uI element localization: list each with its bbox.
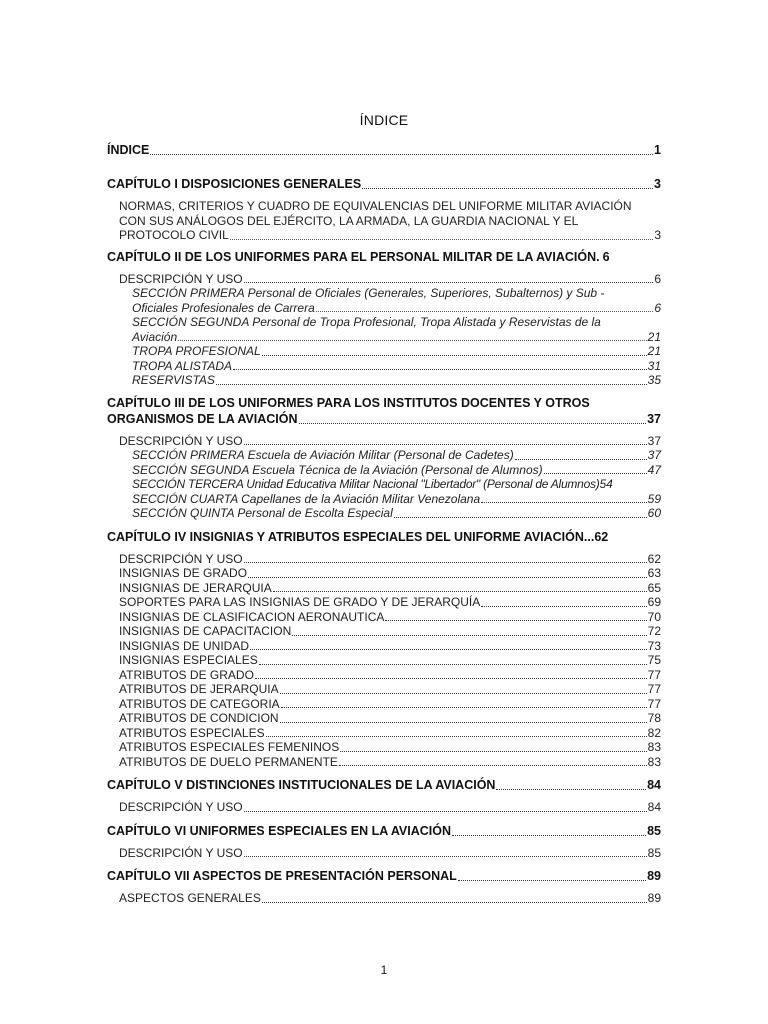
toc-entry-item[interactable] bbox=[119, 755, 661, 770]
toc-entry-normas[interactable] bbox=[119, 199, 661, 243]
leader-dots bbox=[339, 764, 647, 766]
toc-entry-descripcion[interactable] bbox=[119, 434, 661, 449]
toc-entry-page: 37 bbox=[647, 411, 661, 426]
toc-entry-cap5[interactable] bbox=[107, 777, 661, 793]
leader-dots bbox=[259, 663, 647, 665]
toc-entry-cap3[interactable] bbox=[107, 395, 661, 427]
toc-entry-line: SECCIÓN PRIMERA Personal de Oficiales (Generales, Superiores, Subalternos) y Sub - bbox=[132, 286, 605, 300]
leader-dots bbox=[452, 834, 646, 836]
cap4-item-list bbox=[107, 552, 661, 770]
toc-page bbox=[107, 112, 661, 906]
toc-entry-page: 83 bbox=[647, 754, 661, 769]
toc-entry-label: ATRIBUTOS DE DUELO PERMANENTE bbox=[119, 754, 338, 769]
toc-entry-page: 69 bbox=[647, 595, 661, 609]
leader-dots bbox=[292, 634, 646, 636]
toc-entry-page: 84 bbox=[647, 778, 661, 792]
toc-entry-page: 6 bbox=[602, 249, 610, 264]
toc-entry-item[interactable] bbox=[119, 740, 661, 755]
toc-entry-label: SECCIÓN PRIMERA Escuela de Aviación Militar (Personal de Cadetes) bbox=[132, 448, 514, 462]
toc-entry-item[interactable] bbox=[119, 581, 661, 596]
leader-dots bbox=[273, 590, 647, 592]
toc-entry-label: DESCRIPCIÓN Y USO bbox=[119, 271, 243, 286]
toc-entry-label: SECCIÓN TERCERA Unidad Educativa Militar Nacional "Libertador" (Personal de Alumnos) bbox=[132, 477, 600, 491]
leader-dots bbox=[255, 677, 647, 679]
toc-entry-item[interactable] bbox=[119, 595, 661, 610]
toc-entry-page: 62 bbox=[647, 551, 661, 566]
leader-dots bbox=[216, 383, 647, 385]
toc-entry-label: CAPÍTULO IV INSIGNIAS Y ATRIBUTOS ESPECIALES DEL UNIFORME AVIACIÓN... bbox=[107, 529, 595, 544]
toc-entry-line: CAPÍTULO III DE LOS UNIFORMES PARA LOS INSTITUTOS DOCENTES Y OTROS bbox=[107, 395, 590, 410]
toc-entry-cap6[interactable] bbox=[107, 823, 661, 839]
toc-entry-indice[interactable] bbox=[107, 142, 661, 158]
toc-entry-item[interactable] bbox=[119, 639, 661, 654]
leader-dots bbox=[178, 340, 647, 341]
leader-dots bbox=[233, 368, 647, 370]
page-title: ÍNDICE bbox=[359, 112, 409, 128]
toc-entry-page: 62 bbox=[594, 529, 609, 544]
leader-dots bbox=[250, 648, 647, 650]
toc-entry-label: DESCRIPCIÓN Y USO bbox=[119, 433, 243, 448]
toc-entry-page: 83 bbox=[647, 740, 661, 754]
toc-entry-item[interactable] bbox=[119, 624, 661, 639]
page-number: 1 bbox=[380, 963, 388, 977]
toc-entry-seccion[interactable] bbox=[132, 492, 661, 507]
toc-entry-page: 63 bbox=[647, 566, 661, 580]
toc-entry-page: 37 bbox=[647, 448, 661, 462]
leader-dots bbox=[244, 281, 654, 283]
toc-entry-page: 60 bbox=[647, 506, 661, 520]
toc-entry-page: 3 bbox=[654, 177, 661, 191]
toc-entry-label: TROPA PROFESIONAL bbox=[132, 344, 261, 358]
toc-entry-label: DESCRIPCIÓN Y USO bbox=[119, 845, 243, 860]
toc-entry-label: SECCIÓN SEGUNDA Escuela Técnica de la Aviación (Personal de Alumnos) bbox=[132, 462, 543, 477]
toc-entry-seccion[interactable] bbox=[132, 477, 661, 492]
toc-entry-label: SECCIÓN CUARTA Capellanes de la Aviación Militar Venezolana bbox=[132, 491, 481, 506]
leader-dots bbox=[266, 735, 647, 737]
toc-entry-item[interactable] bbox=[119, 697, 661, 712]
toc-entry-seccion-segunda[interactable] bbox=[132, 315, 661, 344]
toc-entry-label: ÍNDICE bbox=[107, 143, 150, 157]
leader-dots bbox=[316, 311, 654, 312]
toc-entry-page: 70 bbox=[647, 609, 661, 624]
toc-entry-label: ATRIBUTOS DE JERARQUIA bbox=[119, 682, 279, 696]
toc-entry-label: Aviación bbox=[132, 329, 178, 344]
toc-entry-cap4[interactable] bbox=[107, 529, 661, 545]
toc-entry-item[interactable] bbox=[119, 566, 661, 581]
toc-entry-page: 85 bbox=[647, 845, 661, 860]
toc-entry-label: ATRIBUTOS ESPECIALES FEMENINOS bbox=[119, 740, 340, 754]
toc-entry-label: RESERVISTAS bbox=[132, 373, 215, 387]
toc-entry-page: 6 bbox=[654, 300, 661, 315]
toc-entry-page: 85 bbox=[647, 823, 661, 838]
toc-entry-item[interactable] bbox=[119, 726, 661, 741]
toc-entry-line: CON SUS ANÁLOGOS DEL EJÉRCITO, LA ARMADA, LA GUARDIA NACIONAL Y EL bbox=[119, 213, 579, 228]
toc-entry-reservistas[interactable] bbox=[132, 373, 661, 388]
toc-entry-tropa-alistada[interactable] bbox=[132, 359, 661, 374]
leader-dots bbox=[394, 516, 647, 518]
toc-entry-page: 78 bbox=[647, 711, 661, 725]
toc-entry-label: Oficiales Profesionales de Carrera bbox=[132, 300, 315, 315]
toc-entry-label: SOPORTES PARA LAS INSIGNIAS DE GRADO Y DE JERARQUÍA bbox=[119, 595, 481, 609]
toc-entry-aspectos[interactable] bbox=[119, 891, 661, 906]
toc-entry-line: SECCIÓN SEGUNDA Personal de Tropa Profesional, Tropa Alistada y Reservistas de la bbox=[132, 315, 601, 329]
leader-dots bbox=[262, 901, 647, 903]
leader-dots bbox=[244, 443, 647, 445]
toc-entry-item[interactable] bbox=[119, 552, 661, 567]
toc-entry-page: 77 bbox=[647, 682, 661, 696]
toc-entry-label: INSIGNIAS DE GRADO bbox=[119, 566, 248, 580]
toc-entry-page: 47 bbox=[647, 462, 661, 477]
toc-entry-page: 3 bbox=[654, 228, 661, 242]
leader-dots bbox=[299, 423, 647, 424]
toc-entry-cap7[interactable] bbox=[107, 868, 661, 884]
leader-dots bbox=[244, 855, 647, 857]
toc-entry-label: INSIGNIAS DE JERARQUIA bbox=[119, 580, 272, 595]
toc-entry-page: 73 bbox=[647, 638, 661, 653]
toc-entry-label: CAPÍTULO II DE LOS UNIFORMES PARA EL PERSONAL MILITAR DE LA AVIACIÓN. bbox=[107, 249, 600, 264]
toc-entry-label: INSIGNIAS DE CAPACITACION bbox=[119, 624, 292, 638]
toc-entry-seccion[interactable] bbox=[132, 448, 661, 463]
toc-entry-cap2[interactable] bbox=[107, 249, 661, 265]
leader-dots bbox=[458, 879, 646, 881]
toc-entry-item[interactable] bbox=[119, 668, 661, 683]
toc-entry-label: DESCRIPCIÓN Y USO bbox=[119, 551, 243, 566]
toc-entry-label: INSIGNIAS ESPECIALES bbox=[119, 653, 258, 667]
leader-dots bbox=[481, 501, 646, 503]
leader-dots bbox=[230, 239, 654, 240]
leader-dots bbox=[244, 561, 647, 563]
toc-entry-item[interactable] bbox=[119, 653, 661, 668]
leader-dots bbox=[280, 692, 647, 694]
toc-entry-cap1[interactable] bbox=[107, 176, 661, 192]
toc-entry-page: 21 bbox=[647, 329, 661, 344]
toc-entry-item[interactable] bbox=[119, 711, 661, 726]
toc-entry-label: INSIGNIAS DE UNIDAD bbox=[119, 638, 250, 653]
toc-entry-descripcion[interactable] bbox=[119, 800, 661, 815]
toc-entry-page: 72 bbox=[647, 624, 661, 638]
toc-entry-page: 21 bbox=[647, 344, 661, 358]
toc-entry-label: CAPÍTULO V DISTINCIONES INSTITUCIONALES DE LA AVIACIÓN bbox=[107, 778, 496, 792]
toc-entry-label: ATRIBUTOS ESPECIALES bbox=[119, 725, 265, 740]
toc-entry-label: CAPÍTULO I DISPOSICIONES GENERALES bbox=[107, 177, 362, 191]
toc-entry-page: 82 bbox=[647, 725, 661, 740]
toc-entry-descripcion[interactable] bbox=[119, 272, 661, 287]
toc-entry-label: CAPÍTULO VII ASPECTOS DE PRESENTACIÓN PERSONAL bbox=[107, 869, 457, 883]
toc-entry-label: ATRIBUTOS DE CONDICION bbox=[119, 711, 279, 725]
leader-dots bbox=[281, 706, 647, 708]
toc-entry-label: INSIGNIAS DE CLASIFICACION AERONAUTICA bbox=[119, 609, 385, 624]
toc-entry-descripcion[interactable] bbox=[119, 846, 661, 861]
toc-entry-line: NORMAS, CRITERIOS Y CUADRO DE EQUIVALENCIAS DEL UNIFORME MILITAR AVIACIÓN bbox=[119, 199, 632, 213]
toc-entry-item[interactable] bbox=[119, 682, 661, 697]
toc-entry-label: CAPÍTULO VI UNIFORMES ESPECIALES EN LA AVIACIÓN bbox=[107, 823, 452, 838]
leader-dots bbox=[248, 576, 647, 578]
leader-dots bbox=[340, 750, 646, 752]
toc-entry-page: 6 bbox=[654, 271, 661, 286]
toc-entry-page: 54 bbox=[599, 477, 613, 491]
toc-entry-item[interactable] bbox=[119, 610, 661, 625]
toc-entry-page: 1 bbox=[654, 143, 661, 157]
toc-entry-page: 31 bbox=[647, 358, 661, 373]
toc-entry-label: ATRIBUTOS DE GRADO bbox=[119, 667, 254, 682]
toc-entry-page: 59 bbox=[647, 491, 661, 506]
toc-entry-label: ASPECTOS GENERALES bbox=[119, 891, 261, 905]
leader-dots bbox=[385, 619, 646, 621]
toc-entry-page: 89 bbox=[647, 891, 661, 905]
leader-dots bbox=[244, 810, 647, 812]
toc-entry-label: ORGANISMOS DE LA AVIACIÓN bbox=[107, 411, 298, 426]
leader-dots bbox=[262, 354, 647, 356]
toc-entry-seccion[interactable] bbox=[132, 463, 661, 478]
leader-dots bbox=[481, 605, 646, 607]
toc-entry-label: ATRIBUTOS DE CATEGORIA bbox=[119, 696, 280, 711]
leader-dots bbox=[150, 153, 653, 155]
toc-entry-page: 77 bbox=[647, 696, 661, 711]
toc-entry-page: 35 bbox=[647, 373, 661, 387]
toc-entry-page: 89 bbox=[647, 869, 661, 883]
toc-entry-page: 65 bbox=[647, 580, 661, 595]
leader-dots bbox=[544, 472, 647, 474]
toc-entry-label: PROTOCOLO CIVIL bbox=[119, 228, 229, 242]
toc-entry-seccion-primera[interactable] bbox=[132, 286, 661, 315]
toc-entry-tropa-profesional[interactable] bbox=[132, 344, 661, 359]
leader-dots bbox=[362, 187, 653, 189]
leader-dots bbox=[515, 458, 647, 460]
toc-entry-page: 37 bbox=[647, 433, 661, 448]
toc-entry-label: DESCRIPCIÓN Y USO bbox=[119, 800, 243, 814]
toc-entry-label: TROPA ALISTADA bbox=[132, 358, 233, 373]
leader-dots bbox=[496, 788, 646, 790]
toc-entry-page: 75 bbox=[647, 653, 661, 667]
toc-entry-seccion[interactable] bbox=[132, 506, 661, 521]
toc-entry-page: 77 bbox=[647, 667, 661, 682]
leader-dots bbox=[280, 721, 647, 723]
toc-entry-page: 84 bbox=[647, 800, 661, 814]
toc-entry-label: SECCIÓN QUINTA Personal de Escolta Especial bbox=[132, 506, 393, 520]
